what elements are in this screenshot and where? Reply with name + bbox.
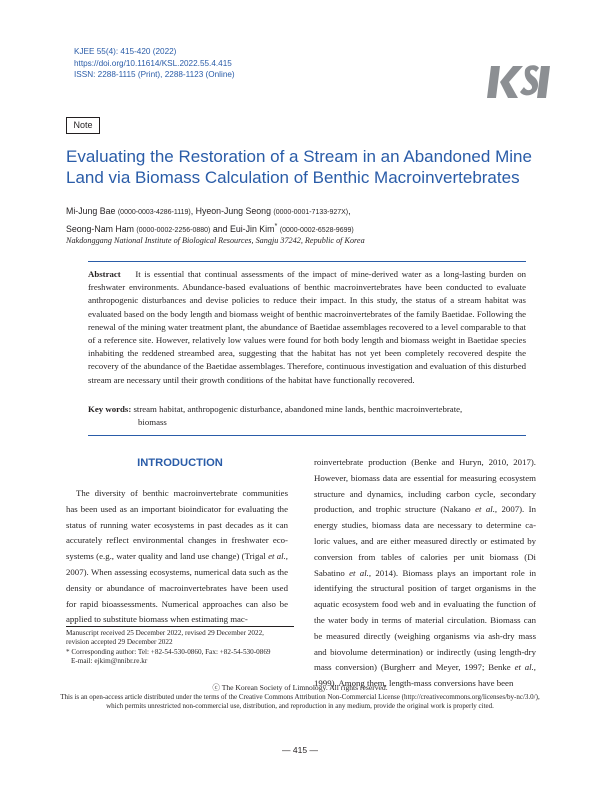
author-orcid[interactable]: (0000-0002-2256-0880) <box>136 226 211 234</box>
intro-text: , 1999). Among them, length-mass conversions have been <box>314 662 536 689</box>
author-name: Eui-Jin Kim <box>229 223 275 234</box>
manuscript-received: Manuscript received 25 December 2022, revised 29 December 2022, <box>66 629 264 637</box>
page-number: — 415 — <box>282 745 318 755</box>
section-heading-introduction: INTRODUCTION <box>137 457 223 469</box>
intro-text: The diversity of benthic macroinvertebrate communities has been used as an important bioindicator for evaluating the status of running water ecosystems in past decades as it can accurately reflect environmental changes in freshwater eco-systems (e.g., water quality and land use change) (Trigal <box>66 488 288 562</box>
intro-text: roinvertebrate production (Benke and Huryn, 2010, 2017). However, biomass data are essential for measuring ecosystem structure and dynamics, including carbon cycle, secondary production, and trophic structure (Nakano <box>314 457 536 515</box>
corresponding-author: * Corresponding author: Tel: +82-54-530-0860, Fax: +82-54-530-0869 <box>66 647 271 656</box>
journal-issn: ISSN: 2288-1115 (Print), 2288-1123 (Online) <box>74 70 235 79</box>
footnote-rule <box>66 626 294 627</box>
abstract-bottom-rule <box>88 435 526 436</box>
keywords-line-1: stream habitat, anthropogenic disturbance, abandoned mine lands, benthic macroinvertebrate, <box>133 404 463 414</box>
intro-right-column <box>314 455 536 692</box>
license-line-2: which permits unrestricted non-commercial use, distribution, and reproduction in any medium, provide the original work is properly cited. <box>106 702 494 710</box>
abstract-text: It is essential that continual assessments of the impact of mine-derived water as a long-lasting burden on freshwater environments. Abundance-based evaluations of benthic macroinvertebrates have been conducted to evaluate anthropogenic disturbances and devise policies to reduce their impact. In this study, the status of a stream habitat was evaluated based on the body length and biomass weight of benthic macroinvertebrates of the family Baetidae. Following the renewal of the mining water treatment plant, the abundance of Baetidae assemblages recovered to a level comparable to that of a reference site. However, relatively low values were found for both body length and biomass weight in Baetidae species inhabiting the reddened streambed area, suggesting that the habitat has not yet been completely recovered despite the recovery of the abundance of the Baetidae assemblages. Therefore, continuous investigation and evaluation of this disturbed stream are necessary until their growth conditions of the habitat have functionally recovered. <box>88 269 527 385</box>
intro-left-column <box>66 486 288 628</box>
author-orcid[interactable]: (0000-0001-7133-927X) <box>273 209 349 216</box>
author-orcid[interactable]: (0000-0003-4286-1119) <box>117 209 191 216</box>
abstract <box>88 268 526 387</box>
journal-meta <box>74 46 235 81</box>
journal-citation: KJEE 55(4): 415-420 (2022) <box>74 47 177 56</box>
copyright-line: ⓒ The Korean Society of Limnology. All rights reserved. <box>212 683 388 692</box>
article-title: Evaluating the Restoration of a Stream in an Abandoned Mine Land via Biomass Calculation of Benthic Macroinvertebrates <box>66 147 532 187</box>
intro-text: , 2007). In energy studies, biomass data are necessary to determine ca-loric values, and are either measured directly or estimated by conversion from tables of calories per unit biomass (Di Sabatino <box>314 504 536 578</box>
manuscript-accepted: revision accepted 29 December 2022 <box>66 638 173 647</box>
intro-text: , 2007). When assessing ecosystems, numerical data such as the density or abundance of macroinvertebrates have been used for rapid bioassessments. Numerical approaches can also be applied to substitute biomass when estimating mac- <box>66 551 288 625</box>
ksl-logo <box>487 60 551 104</box>
license-line-1: This is an open-access article distributed under the terms of the Creative Commons Attribution Non-Commercial License (http://creativecommons.org/licenses/by-nc/3.0/), <box>60 692 540 701</box>
et-al: et al. <box>475 504 495 515</box>
author-list: Mi-Jung Bae (0000-0003-4286-1119), Hyeon-Jung Seong (0000-0001-7133-927X), Seong-Nam Ham (0000-0002-2256-0880) and Eui-Jin Kim* (0000-0002-6528-9699) <box>66 206 354 234</box>
corresponding-mark: * <box>274 221 278 230</box>
license-block <box>40 683 560 712</box>
corresponding-email[interactable]: E-mail: ejkim@nnibr.re.kr <box>71 657 148 666</box>
et-al: et al. <box>349 567 369 578</box>
et-al: et al. <box>514 662 534 673</box>
keywords-label: Key words: <box>88 404 132 414</box>
affiliation: Nakdonggang National Institute of Biological Resources, Sangju 37242, Republic of Korea <box>66 236 365 245</box>
author-name: Hyeon-Jung Seong <box>195 206 271 216</box>
keywords-line-2: biomass <box>138 417 167 428</box>
keywords <box>88 403 526 429</box>
author-conjunction: and <box>212 223 228 234</box>
author-orcid[interactable]: (0000-0002-6528-9699) <box>279 226 354 234</box>
journal-doi[interactable]: https://doi.org/10.11614/KSL.2022.55.4.415 <box>74 58 232 68</box>
abstract-label: Abstract <box>88 269 121 279</box>
abstract-top-rule <box>88 261 526 262</box>
footnote <box>66 629 300 667</box>
et-al: et al. <box>268 551 286 562</box>
intro-text: , 2014). Biomass plays an important role in identifying the structural position of target organisms in the aquatic ecosystem food web and in evaluating the function of the water body in terms of material circulation. Biomass can be measured directly (weighing organisms via ash-dry mass and biovolume determination) or indirectly (using length-dry mass conversion) (Burgherr and Meyer, 1997; Benke <box>314 567 537 673</box>
author-name: Seong-Nam Ham <box>66 223 134 234</box>
article-type-label: Note <box>66 117 100 134</box>
author-name: Mi-Jung Bae <box>66 206 116 216</box>
